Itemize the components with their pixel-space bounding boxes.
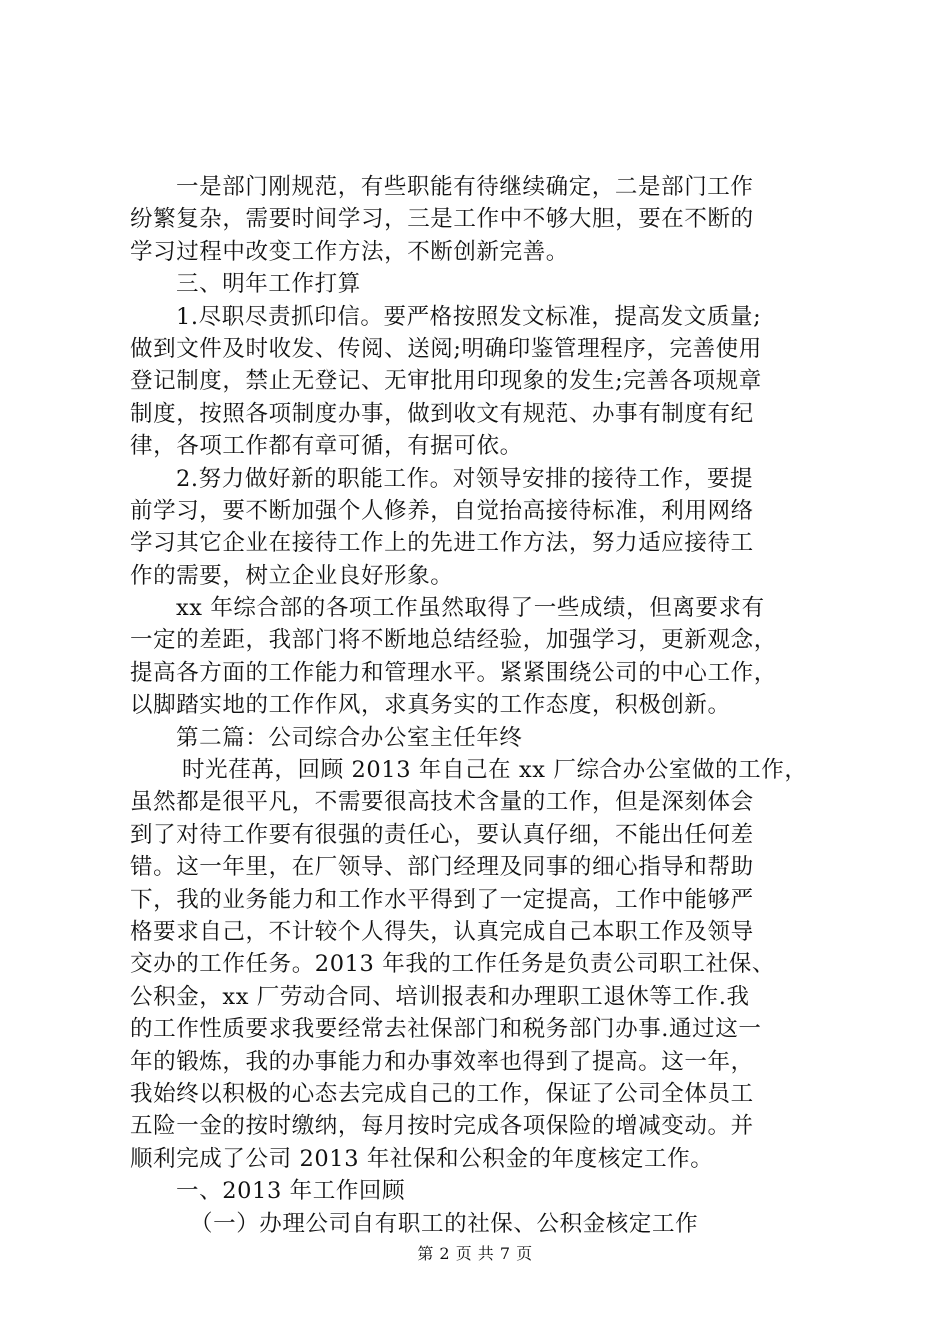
paragraph-line: 作的需要，树立企业良好形象。: [130, 562, 454, 589]
paragraph-line: 2.努力做好新的职能工作。对领导安排的接待工作，要提: [176, 465, 754, 492]
section-heading: 第二篇：公司综合办公室主任年终: [176, 724, 523, 751]
paragraph-line: 格要求自己，不计较个人得失，认真完成自己本职工作及领导: [130, 918, 754, 945]
paragraph-line: 律，各项工作都有章可循，有据可依。: [130, 433, 523, 460]
paragraph-line: 到了对待工作要有很强的责任心，要认真仔细，不能出任何差: [130, 821, 754, 848]
paragraph-line: 登记制度，禁止无登记、无审批用印现象的发生;完善各项规章: [130, 368, 762, 395]
paragraph-line: 公积金，xx 厂劳动合同、培训报表和办理职工退休等工作.我: [130, 983, 750, 1010]
paragraph-line: 学习其它企业在接待工作上的先进工作方法，努力适应接待工: [130, 530, 754, 557]
page-number-footer: 第 2 页 共 7 页: [417, 1244, 533, 1263]
paragraph-line: 做到文件及时收发、传阅、送阅;明确印鉴管理程序，完善使用: [130, 335, 762, 362]
paragraph-line: 错。这一年里，在厂领导、部门经理及同事的细心指导和帮助: [130, 854, 754, 881]
paragraph-line: 一定的差距，我部门将不断地总结经验，加强学习，更新观念，: [130, 627, 777, 654]
paragraph-line: 时光荏苒，回顾 2013 年自己在 xx 厂综合办公室做的工作，: [182, 757, 808, 784]
paragraph-line: 年的锻炼，我的办事能力和办事效率也得到了提高。这一年，: [130, 1048, 754, 1075]
paragraph-line: 前学习，要不断加强个人修养，自觉抬高接待标准，利用网络: [130, 497, 754, 524]
paragraph-line: 纷繁复杂，需要时间学习，三是工作中不够大胆，要在不断的: [130, 206, 754, 233]
paragraph-line: 虽然都是很平凡，不需要很高技术含量的工作，但是深刻体会: [130, 789, 754, 816]
paragraph-line: 一是部门刚规范，有些职能有待继续确定，二是部门工作: [176, 174, 754, 200]
paragraph-line: xx 年综合部的各项工作虽然取得了一些成绩，但离要求有: [176, 595, 765, 622]
paragraph-line: 以脚踏实地的工作作风，求真务实的工作态度，积极创新。: [130, 692, 731, 719]
section-heading: 一、2013 年工作回顾: [176, 1178, 406, 1205]
paragraph-line: 提高各方面的工作能力和管理水平。紧紧围绕公司的中心工作，: [130, 659, 777, 686]
paragraph-line: 交办的工作任务。2013 年我的工作任务是负责公司职工社保、: [130, 951, 775, 978]
paragraph-line: 五险一金的按时缴纳，每月按时完成各项保险的增减变动。并: [130, 1113, 754, 1140]
document-body: [130, 171, 830, 1240]
paragraph-line: 制度，按照各项制度办事，做到收文有规范、办事有制度有纪: [130, 400, 754, 427]
section-heading: 三、明年工作打算: [176, 271, 361, 298]
subsection-heading: （一）办理公司自有职工的社保、公积金核定工作: [190, 1210, 699, 1237]
paragraph-line: 顺利完成了公司 2013 年社保和公积金的年度核定工作。: [130, 1145, 714, 1172]
paragraph-line: 1.尽职尽责抓印信。要严格按照发文标准，提高发文质量;: [176, 303, 762, 330]
paragraph-line: 的工作性质要求我要经常去社保部门和税务部门办事.通过这一: [130, 1016, 762, 1043]
paragraph-line: 我始终以积极的心态去完成自己的工作，保证了公司全体员工: [130, 1080, 754, 1107]
paragraph-line: 学习过程中改变工作方法，不断创新完善。: [130, 238, 569, 265]
paragraph-line: 下，我的业务能力和工作水平得到了一定提高，工作中能够严: [130, 886, 754, 913]
